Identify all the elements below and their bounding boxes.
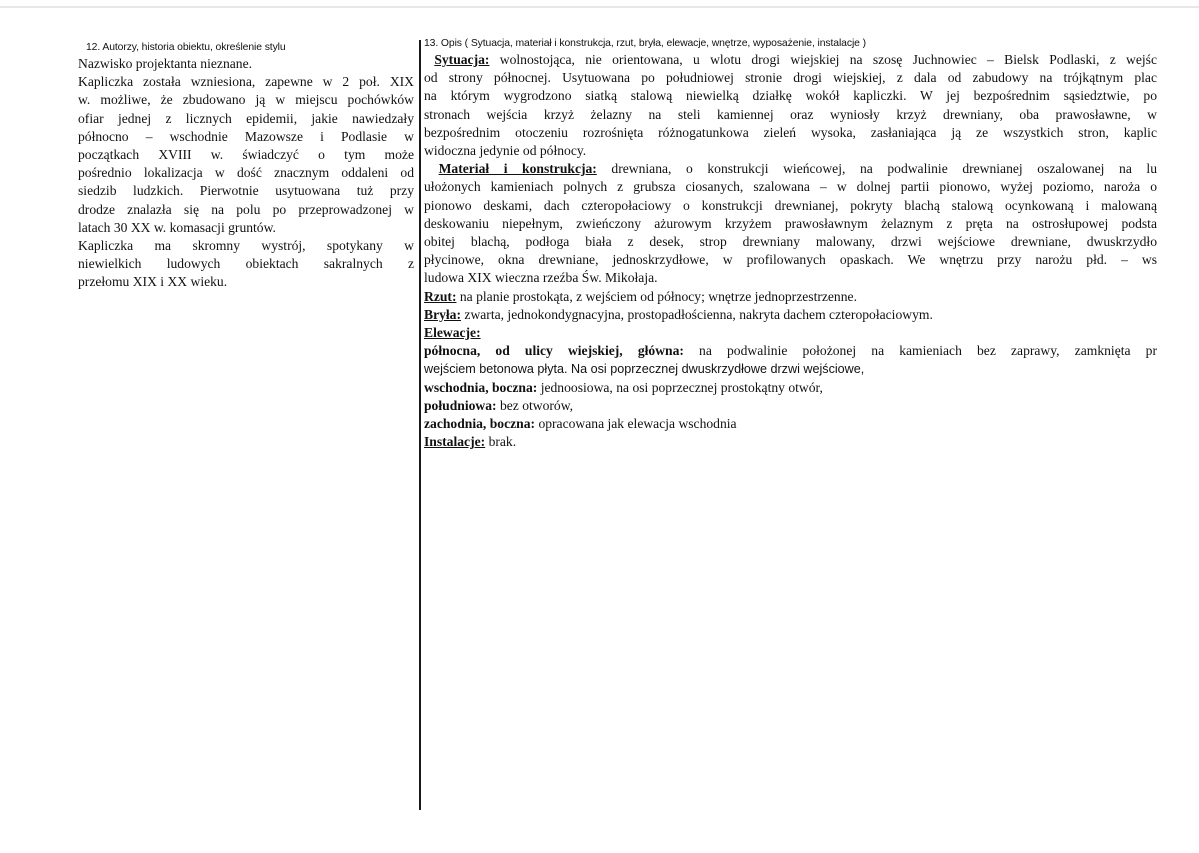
elewacja-polnocna-line — [424, 342, 1157, 360]
history-line: drodze znalazła się na polu po przeprowadzonej w — [78, 201, 414, 217]
bryla-label: Bryła: — [424, 306, 461, 322]
history-line: w. możliwe, że zbudowano ją w miejscu pochówków — [78, 92, 414, 108]
material-line — [424, 160, 1157, 178]
rzut-label: Rzut: — [424, 288, 457, 304]
elewacje-label: Elewacje: — [424, 325, 481, 341]
elewacja-poludniowa-line — [424, 397, 1157, 415]
wschodnia-text: jednoosiowa, na osi poprzecznej prostokątny otwór, — [540, 379, 823, 395]
instalacje-label: Instalacje: — [424, 434, 486, 450]
elewacja-polnocna-cont — [424, 360, 1157, 378]
section-12-header: 12. Autorzy, historia obiektu, określenie stylu — [86, 42, 286, 53]
sytuacja-line: stronach wejścia krzyż żelazny na steli kamiennej oraz wyniosły krzyż drewniany, oba prawosławne, w — [424, 106, 1157, 122]
sytuacja-line: na którym wygrodzono siatką stalową niewielką działkę wokół kapliczki. W jej bezpośrednim sąsiedztwie, po — [424, 88, 1157, 104]
history-line: północno – wschodnie Mazowsze i Podlasie w — [78, 128, 414, 144]
elewacja-zachodnia-line — [424, 415, 1157, 433]
rzut-text: na planie prostokąta, z wejściem od północy; wnętrze jednoprzestrzenne. — [459, 288, 857, 304]
polnocna-text: na podwalinie położonej na kamieniach bez zaprawy, zamknięta pr — [699, 343, 1157, 359]
sytuacja-line — [424, 51, 1157, 69]
material-text: drewniana, o konstrukcji wieńcowej, na podwalinie drewnianej oszalowanej na lu — [611, 161, 1157, 177]
sytuacja-line: widoczna jedynie od północy. — [424, 143, 587, 159]
bryla-text: zwarta, jednokondygnacyjna, prostopadłościenna, nakryta dachem czteropołaciowym. — [464, 306, 933, 322]
material-line: płycinowe, okna drewniane, jednoskrzydłowe, w profilowanych opaskach. We wnętrzu przy narożu płd. – ws — [424, 252, 1157, 268]
history-line: Nazwisko projektanta nieznane. — [78, 56, 253, 71]
sytuacja-line: bezpośrednim otoczeniu rozrośnięta różnogatunkowa zieleń wysoka, zasłaniająca ją ze wszystkich stron, kaplic — [424, 124, 1157, 140]
history-line: niewielkich ludowych obiektach sakralnych z — [78, 256, 414, 272]
zachodnia-label: zachodnia, boczna: — [424, 416, 536, 432]
scan-edge-line — [0, 6, 1199, 8]
history-line: ofiar jednej z licznych epidemii, jakie nawiedzały — [78, 110, 414, 126]
instalacje-line — [424, 433, 1157, 451]
history-line: siedzib ludzkich. Pierwotnie usytuowana tuż przy — [78, 183, 414, 199]
history-line: przełomu XIX i XX wieku. — [78, 274, 228, 290]
instalacje-text: brak. — [488, 434, 517, 450]
elewacja-wschodnia-line — [424, 379, 1157, 397]
material-line: ułożonych kamieniach polnych z grubsza ciosanych, szalowana – w dolnej partii pionowo, wyżej poziomo, naroża o — [424, 179, 1157, 195]
bryla-line — [424, 306, 1157, 324]
history-line: pośrednio lokalizacja w dość znacznym oddaleni od — [78, 165, 414, 181]
material-line: deskowaniu niepełnym, zwieńczony ażurowym krzyżem prawosławnym żelaznym z pręta na ostrosłupowej podsta — [424, 215, 1157, 231]
section-13-header: 13. Opis ( Sytuacja, materiał i konstrukcja, rzut, bryła, elewacje, wnętrze, wyposażenie, instalacje ) — [424, 38, 866, 49]
sytuacja-label: Sytuacja: — [434, 52, 490, 67]
zachodnia-text: opracowana jak elewacja wschodnia — [538, 416, 737, 432]
material-line: pionowo deskami, dach czteropołaciowy o konstrukcji drewnianej, pokryty blachą stalową ocynkowaną i malowaną — [424, 197, 1157, 213]
poludniowa-text: bez otworów, — [499, 397, 574, 413]
material-label: Materiał i konstrukcja: — [438, 161, 597, 177]
history-section — [78, 41, 414, 292]
column-divider — [419, 40, 421, 810]
polnocna-cont-text: wejściem betonowa płyta. Na osi poprzecznej dwuskrzydłowe drzwi wejściowe, — [424, 362, 865, 377]
rzut-line — [424, 288, 1157, 306]
elewacje-heading — [424, 324, 1157, 342]
wschodnia-label: wschodnia, boczna: — [424, 379, 538, 395]
sytuacja-text: wolnostojąca, nie orientowana, u wlotu drogi wiejskiej na szosę Juchnowiec – Bielsk Podlaski, z wejśc — [499, 52, 1157, 67]
history-line: początkach XVIII w. świadczyć o tym może — [78, 147, 414, 163]
material-line: obitej blachą, podłoga biała z desek, strop drewniany malowany, drzwi wejściowe drewniane, dwuskrzydło — [424, 234, 1157, 250]
polnocna-label: północna, od ulicy wiejskiej, główna: — [424, 343, 684, 359]
poludniowa-label: południowa: — [424, 397, 497, 413]
history-line: Kapliczka została wzniesiona, zapewne w 2 poł. XIX — [78, 74, 414, 90]
description-section — [424, 37, 1157, 451]
sytuacja-line: od strony północnej. Usytuowana po południowej stronie drogi wiejskiej, z dala od zabudowy na trójkątnym plac — [424, 70, 1157, 86]
history-line: Kapliczka ma skromny wystrój, spotykany w — [78, 238, 414, 254]
history-line: latach 30 XX w. komasacji gruntów. — [78, 219, 276, 235]
material-line: ludowa XIX wieczna rzeźba Św. Mikołaja. — [424, 270, 658, 286]
